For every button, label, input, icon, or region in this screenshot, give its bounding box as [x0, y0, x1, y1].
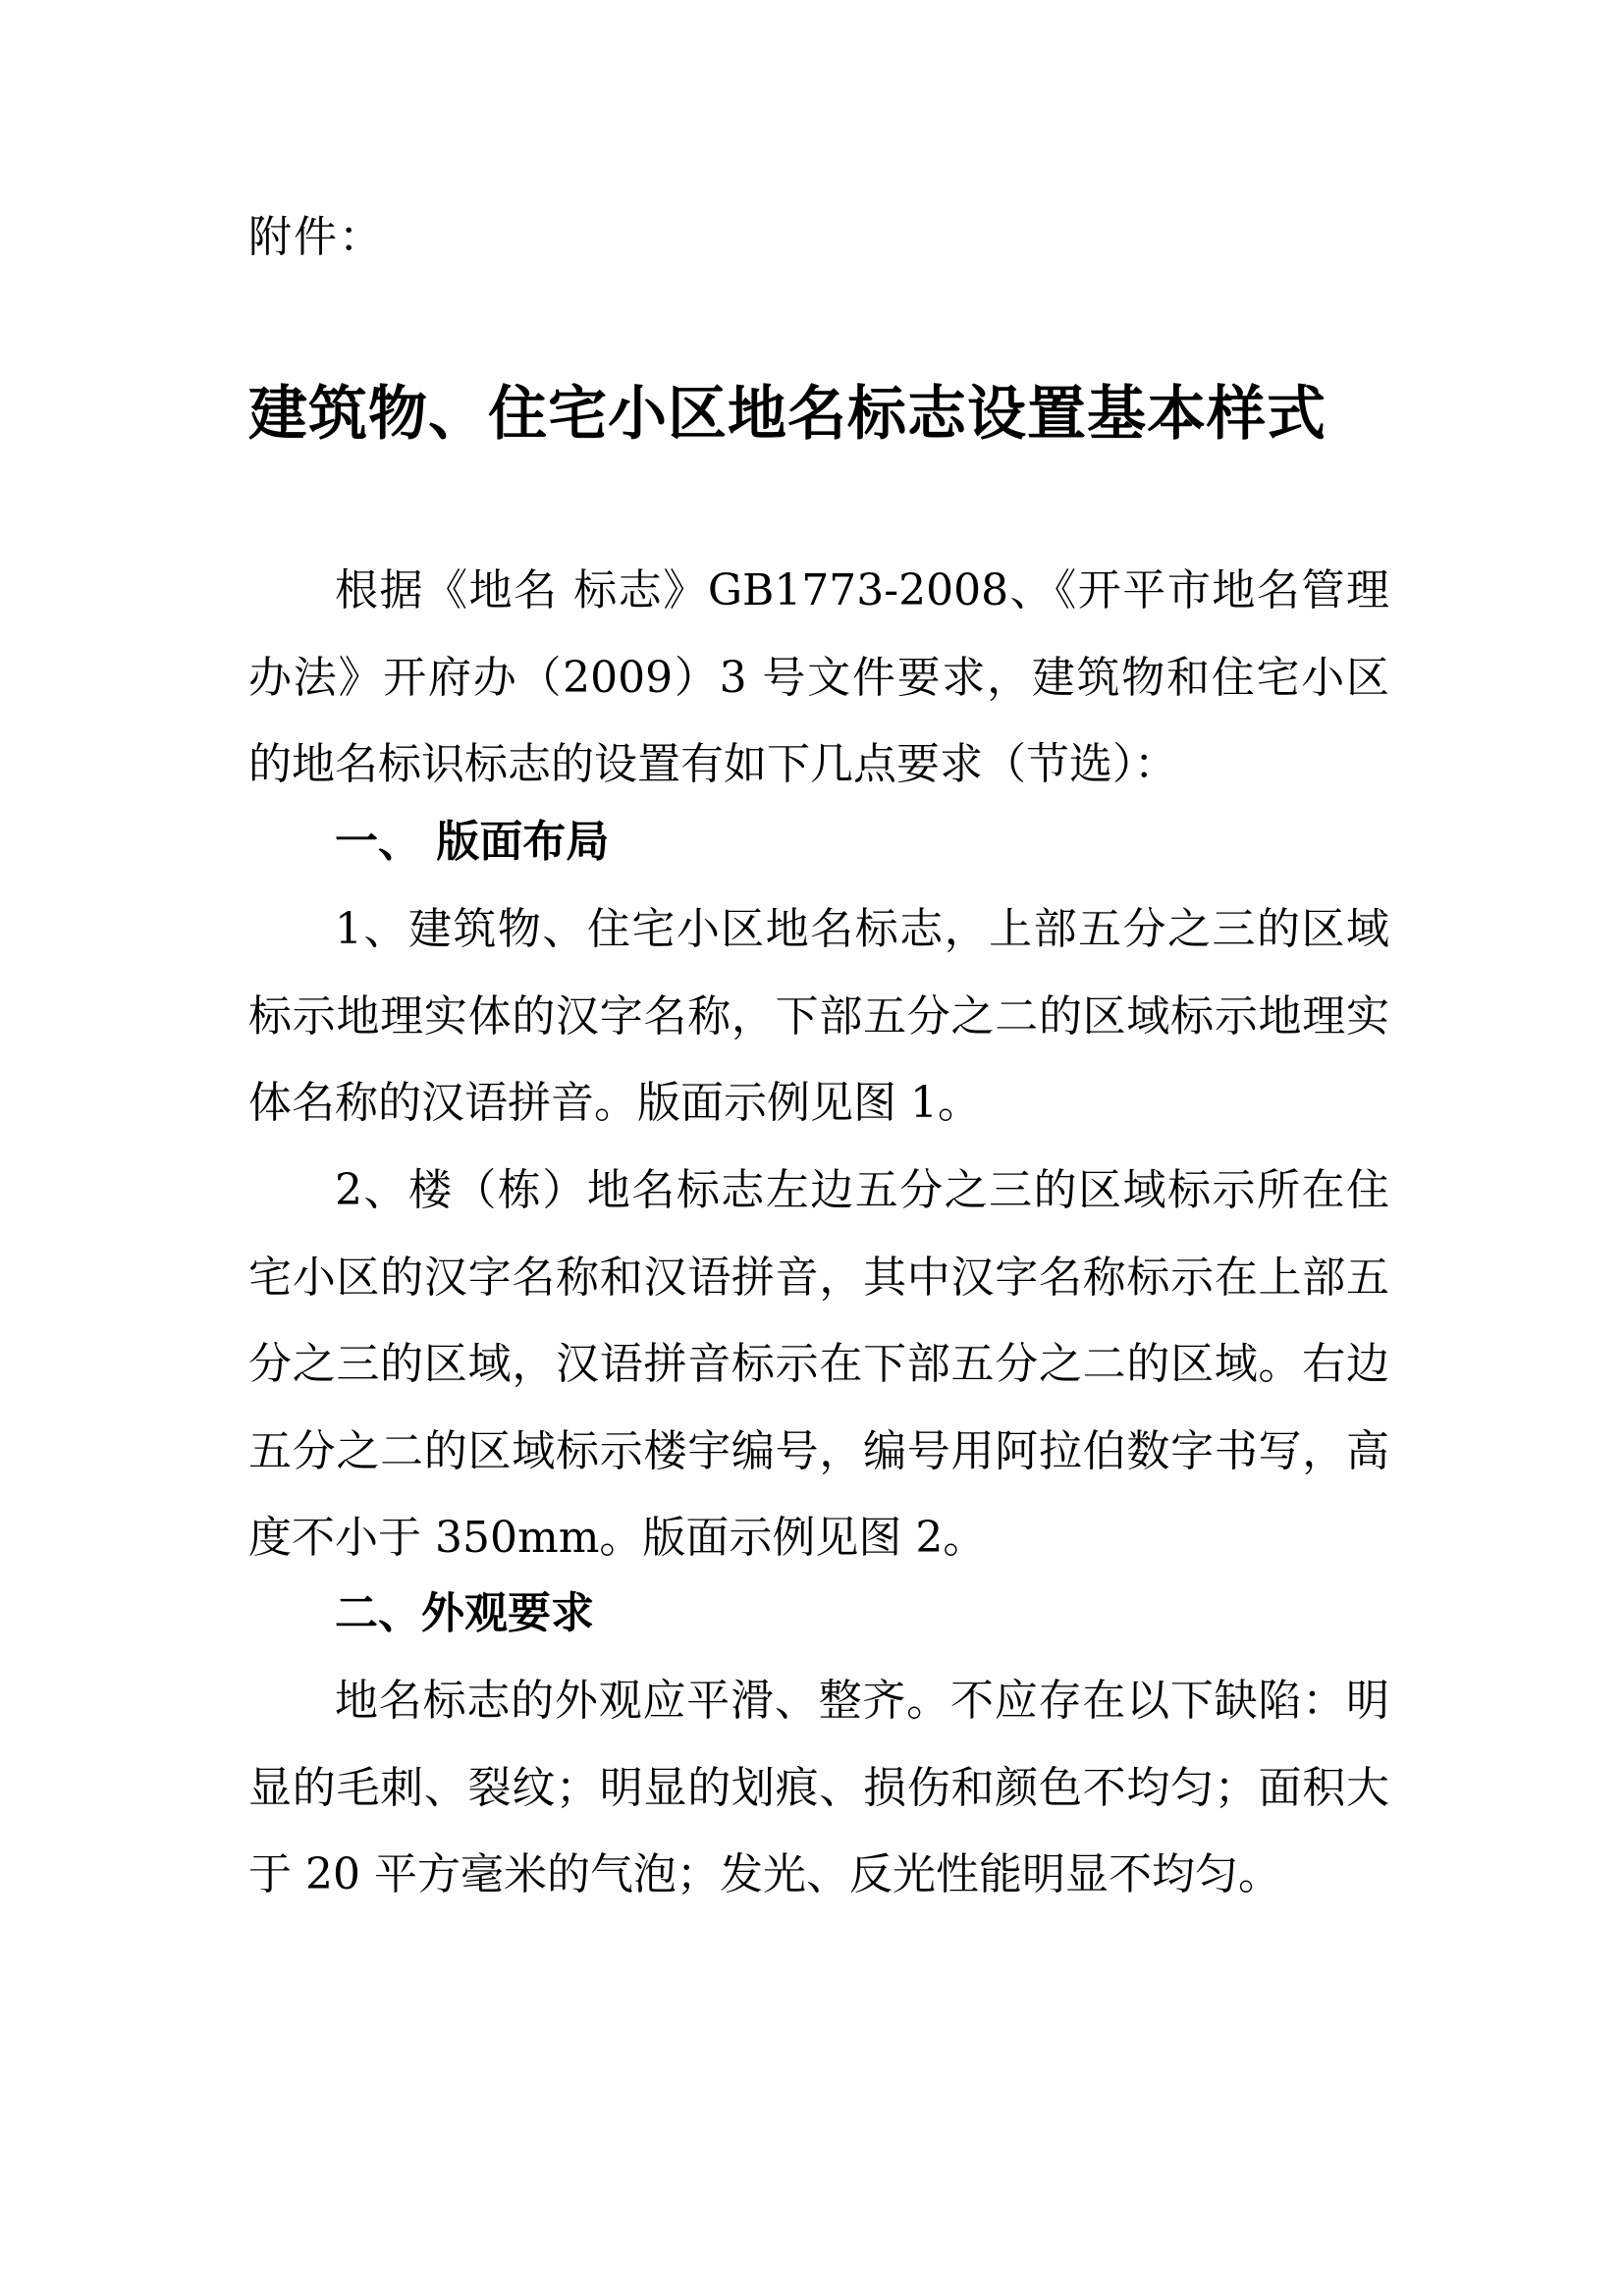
section-heading-appearance: 二、外观要求	[335, 1588, 594, 1638]
layout-item-1: 1、建筑物、住宅小区地名标志，上部五分之三的区域标示地理实体的汉字名称，下部五分之二的区域标示地理实体名称的汉语拼音。版面示例见图 1。	[248, 904, 1389, 1128]
section-heading-layout: 一、 版面布局	[335, 817, 610, 867]
appearance-paragraph: 地名标志的外观应平滑、整齐。不应存在以下缺陷：明显的毛刺、裂纹；明显的划痕、损伤和颜色不均匀；面积大于 20 平方毫米的气泡；发光、反光性能明显不均匀。	[248, 1676, 1389, 1899]
document-title: 建筑物、住宅小区地名标志设置基本样式	[248, 380, 1326, 449]
attachment-label: 附件：	[248, 212, 384, 262]
intro-paragraph: 根据《地名 标志》GB1773-2008、《开平市地名管理办法》开府办（2009）3 号文件要求，建筑物和住宅小区的地名标识标志的设置有如下几点要求（节选）：	[248, 565, 1389, 789]
layout-item-2: 2、楼（栋）地名标志左边五分之三的区域标示所在住宅小区的汉字名称和汉语拼音，其中汉字名称标示在上部五分之三的区域，汉语拼音标示在下部五分之二的区域。右边五分之二的区域标示楼宇编号，编号用阿拉伯数字书写，高度不小于 350mm。版面示例见图 2。	[248, 1165, 1389, 1563]
